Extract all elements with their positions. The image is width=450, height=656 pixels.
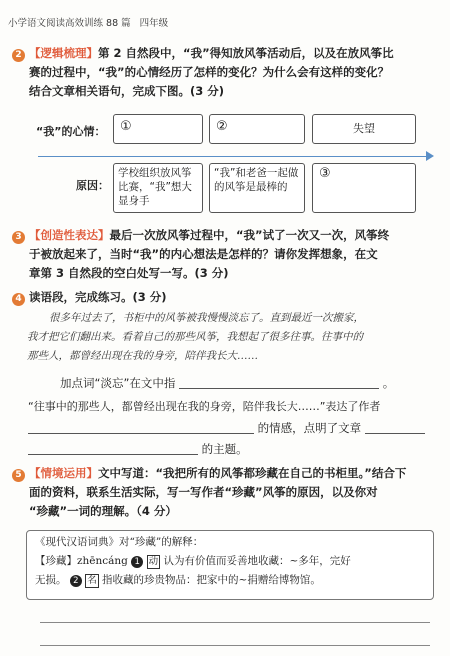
question-text-line2: 面的资料，联系生活实际，写一写作者“珍藏”风筝的原因，以及你对 (29, 485, 378, 499)
timeline-arrowhead (426, 151, 434, 161)
question-text-line1: 第 2 自然段中，“我”得知放风筝活动后，以及在放风筝比 (98, 46, 394, 60)
reason-label: 原因： (76, 179, 109, 192)
dictionary-title: 《现代汉语词典》对“珍藏”的解释： (35, 536, 204, 548)
fill-line-2: “往事中的那些人，都曾经出现在我的身旁，陪伴我长大……”表达了作者 (28, 400, 381, 413)
entry-word: 【珍藏】zhēncáng (35, 555, 128, 567)
question-3 (12, 226, 442, 283)
question-5 (12, 464, 442, 521)
question-text-line2: 赛的过程中，“我”的心情经历了怎样的变化？为什么会有这样的变化？ (29, 65, 390, 79)
question-number: 4 (12, 293, 25, 306)
reason-box-2 (209, 163, 305, 213)
dictionary-box (26, 530, 434, 600)
question-number: 5 (12, 469, 25, 482)
passage-line-1: 很多年过去了，书柜中的风筝被我慢慢淡忘了。直到最近一次搬家， (49, 312, 364, 324)
fill-line-1 (60, 375, 394, 391)
answer-blank-3[interactable] (365, 422, 425, 434)
grade-label: 四年级 (139, 18, 169, 29)
pos-tag-1: 动 (148, 556, 159, 567)
mood-box-3 (312, 114, 416, 144)
question-text-line2: 于被放起来了，当时“我”的内心想法是怎样的？请你发挥想象，在文 (29, 247, 378, 261)
mood-box-1[interactable] (113, 114, 203, 144)
mood-box-2-text: ② (216, 119, 228, 134)
question-tag: 【创造性表达】 (29, 228, 110, 242)
fill-line-3 (28, 420, 425, 436)
mood-box-1-text: ① (120, 119, 132, 134)
fill-prompt-3: 的情感，点明了文章 (257, 421, 362, 435)
sense-text-2: 指收藏的珍贵物品：把家中的~捐赠给博物馆。 (102, 574, 321, 586)
question-text-line1: 文中写道：“我把所有的风筝都珍藏在自己的书柜里。”结合下 (98, 466, 407, 480)
sense-text-1: 认为有价值而妥善地收藏：~多年，完好 (163, 555, 351, 567)
question-number: 2 (12, 49, 25, 62)
dictionary-sense-2 (35, 571, 425, 590)
fill-line-4 (28, 441, 248, 457)
dictionary-sense-1 (35, 552, 425, 571)
reason-box-2-text: “我”和老爸一起做的风筝是最棒的 (214, 167, 299, 193)
mood-box-2[interactable] (209, 114, 305, 144)
pos-tag-2: 名 (87, 575, 97, 586)
answer-blank-1[interactable] (179, 377, 379, 389)
question-title: 读语段，完成练习。(3 分) (29, 290, 167, 304)
sense-number-1: 1 (131, 556, 143, 568)
question-text-line3: 结合文章相关语句，完成下图。(3 分) (29, 84, 225, 98)
fill-prompt-4: 的主题。 (201, 442, 248, 456)
sense-text-1b: 无损。 (35, 574, 67, 586)
fill-prompt-1: 加点词“淡忘”在文中指 (60, 376, 176, 390)
answer-blank-4[interactable] (28, 443, 198, 455)
question-2 (12, 44, 442, 101)
sense-number-2: 2 (70, 575, 82, 587)
question-text-line1: 最后一次放风筝过程中，“我”试了一次又一次，风筝终 (109, 228, 390, 242)
mood-box-3-text: 失望 (353, 122, 375, 135)
timeline-arrow (38, 156, 430, 157)
question-tag: 【逻辑梳理】 (29, 46, 98, 60)
reason-box-1 (113, 163, 203, 213)
writing-line-2[interactable] (40, 645, 430, 646)
question-tag: 【情境运用】 (29, 466, 98, 480)
question-text-line3: “珍藏”一词的理解。（4 分） (29, 504, 177, 518)
passage-line-2: 我才把它们翻出来。看着自己的那些风筝，我想起了很多往事。往事中的 (27, 331, 363, 343)
reason-box-3[interactable] (312, 163, 416, 213)
passage-line-3: 那些人，都曾经出现在我的身旁，陪伴我长大…… (27, 350, 258, 362)
mood-label: “我”的心情： (36, 125, 106, 138)
question-number: 3 (12, 231, 25, 244)
fill-end-1: 。 (382, 376, 395, 390)
reason-box-1-text: 学校组织放风筝比赛，“我”想大显身手 (118, 167, 192, 207)
answer-blank-2[interactable] (28, 422, 254, 434)
series-title: 小学语文阅读高效训练 88 篇 (8, 18, 131, 29)
question-text-line3: 章第 3 自然段的空白处写一写。(3 分) (29, 266, 229, 280)
reading-passage (27, 309, 435, 366)
question-4 (12, 288, 442, 307)
reason-box-3-text: ③ (319, 166, 331, 181)
page-header (8, 15, 174, 29)
writing-line-1[interactable] (40, 622, 430, 623)
